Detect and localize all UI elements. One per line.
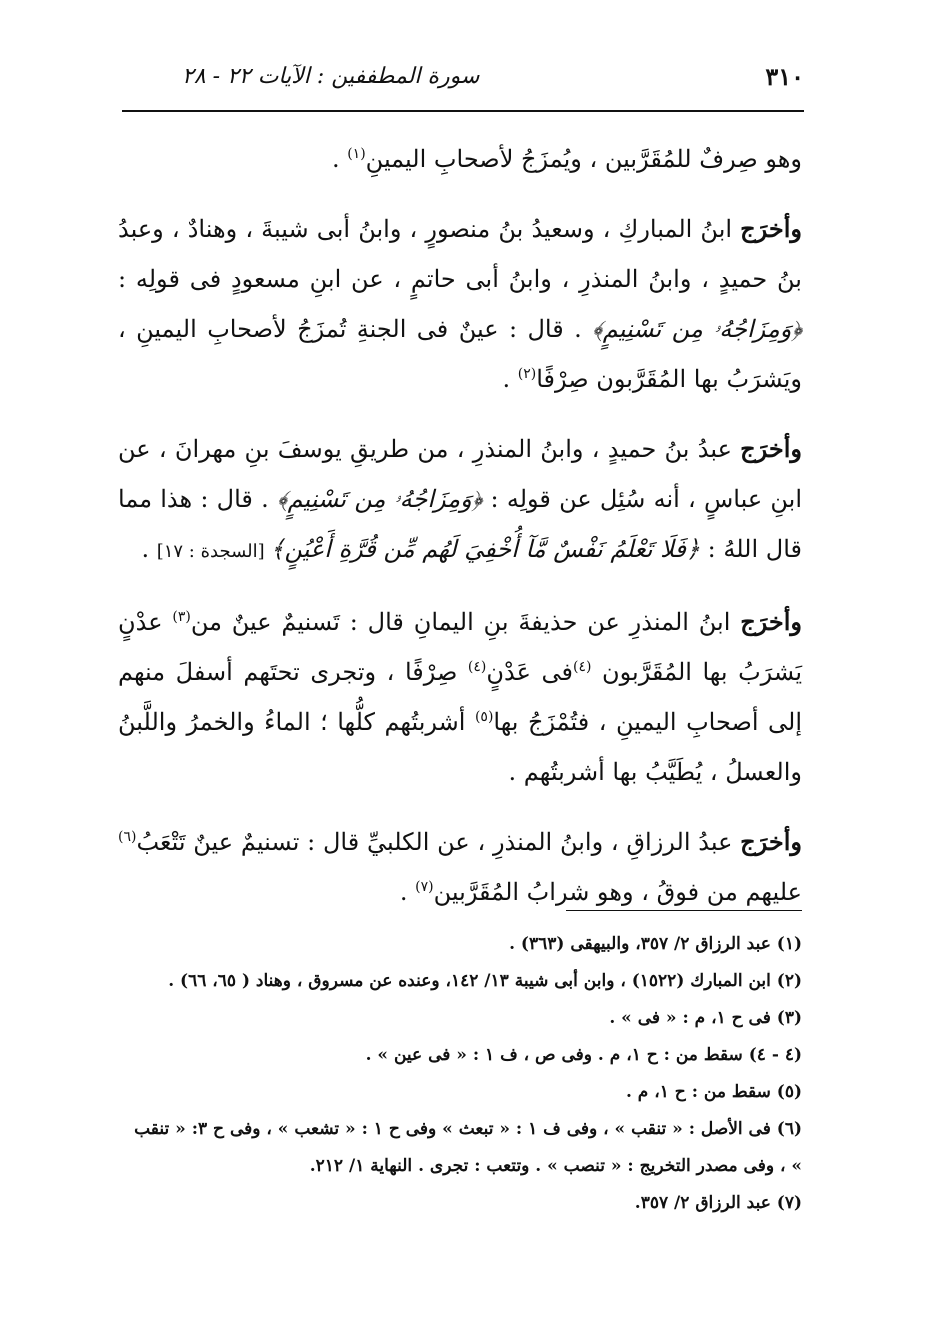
paragraph-text: أشربتُهم كلُّها ؛ الماءُ والخمرُ واللَّبنُ والعسلُ ، يُطَيَّبُ بها أشربتُهم . [118, 708, 802, 786]
paragraph-end: . [399, 878, 416, 906]
paragraph-end: . [141, 535, 157, 563]
footnote-marker: (٥) [474, 709, 494, 725]
page-header [122, 56, 804, 96]
page-number: ٣١٠ [765, 61, 804, 91]
footnotes [118, 926, 802, 1222]
paragraph-text: . قال : عينٌ فى الجنةِ تُمزَجُ لأصحابِ اليمينِ ، ويَشرَبُ بها المُقَرَّبون صِرْفًا [118, 315, 802, 393]
footnote-marker: (٧) [415, 879, 434, 895]
paragraph-text: وهو صِرفٌ للمُقَرَّبين ، ويُمزَجُ لأصحابِ اليمينِ [365, 145, 802, 173]
running-title: سورة المطففين : الآيات ٢٢ - ٢٨ [182, 63, 480, 89]
paragraph-3 [118, 424, 802, 577]
footnote-marker: (٤) [467, 659, 487, 675]
paragraph-text: ابنُ المنذرِ عن حذيفةَ بنِ اليمانِ قال : تَسنيمٌ عينٌ من [190, 608, 741, 636]
footnote-marker: (٢) [517, 366, 537, 382]
footnote-5: (٥) سقط من : ح ١، م . [625, 1082, 802, 1102]
footnote-marker: (٣) [172, 609, 191, 625]
paragraph-lead: وأخرَج [740, 607, 803, 636]
footnote-marker: (٤) [572, 659, 592, 675]
paragraph-text: عدْنٍ يَشرَبُ بها المُقَرَّبون [118, 608, 803, 686]
quran-quote: ﴿فَلَا تَعْلَمُ نَفْسٌ مَّآ أُخْفِيَ لَهُم مِّن قُرَّةِ أَعْيُنٍ﴾ [270, 535, 700, 563]
footnote-rule [566, 910, 802, 911]
footnote-2: (٢) ابن المبارك (١٥٢٢) ، وابن أبى شيبة ١٣/ ١٤٢، وعنده عن مسروق ، وهناد ( ٦٥، ٦٦) . [168, 971, 802, 991]
quran-quote: ﴿وَمِزَاجُهُۥ مِن تَسْنِيمٍ﴾ [276, 485, 483, 513]
footnote-marker: (١) [347, 146, 366, 162]
paragraph-lead: وأخرَج [740, 214, 802, 243]
footnote-marker: (٦) [118, 829, 137, 845]
paragraph-text: عبدُ الرزاقِ ، وابنُ المنذرِ ، عن الكلبيِّ قال : تسنيمٌ عينٌ تَتْعَبُ [136, 828, 741, 856]
paragraph-1 [118, 134, 802, 184]
paragraph-2 [118, 204, 802, 404]
footnote-1: (١) عبد الرزاق ٢/ ٣٥٧، والبيهقى (٣٦٣) . [509, 934, 802, 954]
footnote-4: (٤ - ٤) سقط من : ح ١، م . وفى ص ، ف ١ : « فى عين » . [365, 1045, 802, 1065]
quran-quote: ﴿وَمِزَاجُهُۥ مِن تَسْنِيمٍ﴾ [592, 315, 802, 343]
paragraph-text: صِرْفًا ، وتجرى تحتَهم أسفلَ منهم إلى أصحابِ اليمينِ ، فتُمْزَجُ بها [118, 658, 802, 736]
footnote-3: (٣) فى ح ١، م : « فى » . [609, 1008, 802, 1028]
paragraph-text: عبدُ بنُ حميدٍ ، وابنُ المنذرِ ، من طريقِ يوسفَ بنِ مهرانَ ، عن ابنِ عباسٍ ، أنه سُئِل عن قولِه : [118, 435, 802, 513]
paragraph-end: . [502, 365, 518, 393]
paragraph-text: ابنُ المباركِ ، وسعيدُ بنُ منصورٍ ، وابنُ أبى شيبةَ ، وهنادٌ ، وعبدُ بنُ حميدٍ ، وابنُ المنذرِ ، وابنُ أبى حاتمٍ ، عن ابنِ مسعودٍ فى قولِه : [118, 215, 802, 293]
paragraph-lead: وأخرَج [740, 434, 802, 463]
footnote-6: (٦) فى الأصل : « تنقب » ، وفى ف ١ : « تبعث » وفى ح ١ : « تشعب » ، وفى ح ٣: « تنقب » ، وفى مصدر التخريج : « تنصب » . وتتعب : تجرى . النهاية ١/ ٢١٢. [134, 1119, 802, 1176]
quran-reference: [السجدة : ١٧] [156, 541, 271, 562]
paragraph-lead: وأخرَج [740, 827, 802, 856]
header-rule [122, 110, 804, 112]
main-text [118, 134, 802, 937]
paragraph-text: عليهم من فوقُ ، وهو شرابُ المُقَرَّبين [433, 878, 802, 906]
paragraph-end: . [331, 145, 348, 173]
paragraph-text: . قال : هذا مما قال اللهُ : [118, 485, 802, 563]
footnote-7: (٧) عبد الرزاق ٢/ ٣٥٧. [634, 1193, 802, 1213]
paragraph-text: فى عَدْنٍ [486, 658, 573, 686]
paragraph-5 [118, 817, 802, 917]
paragraph-4 [118, 597, 802, 797]
